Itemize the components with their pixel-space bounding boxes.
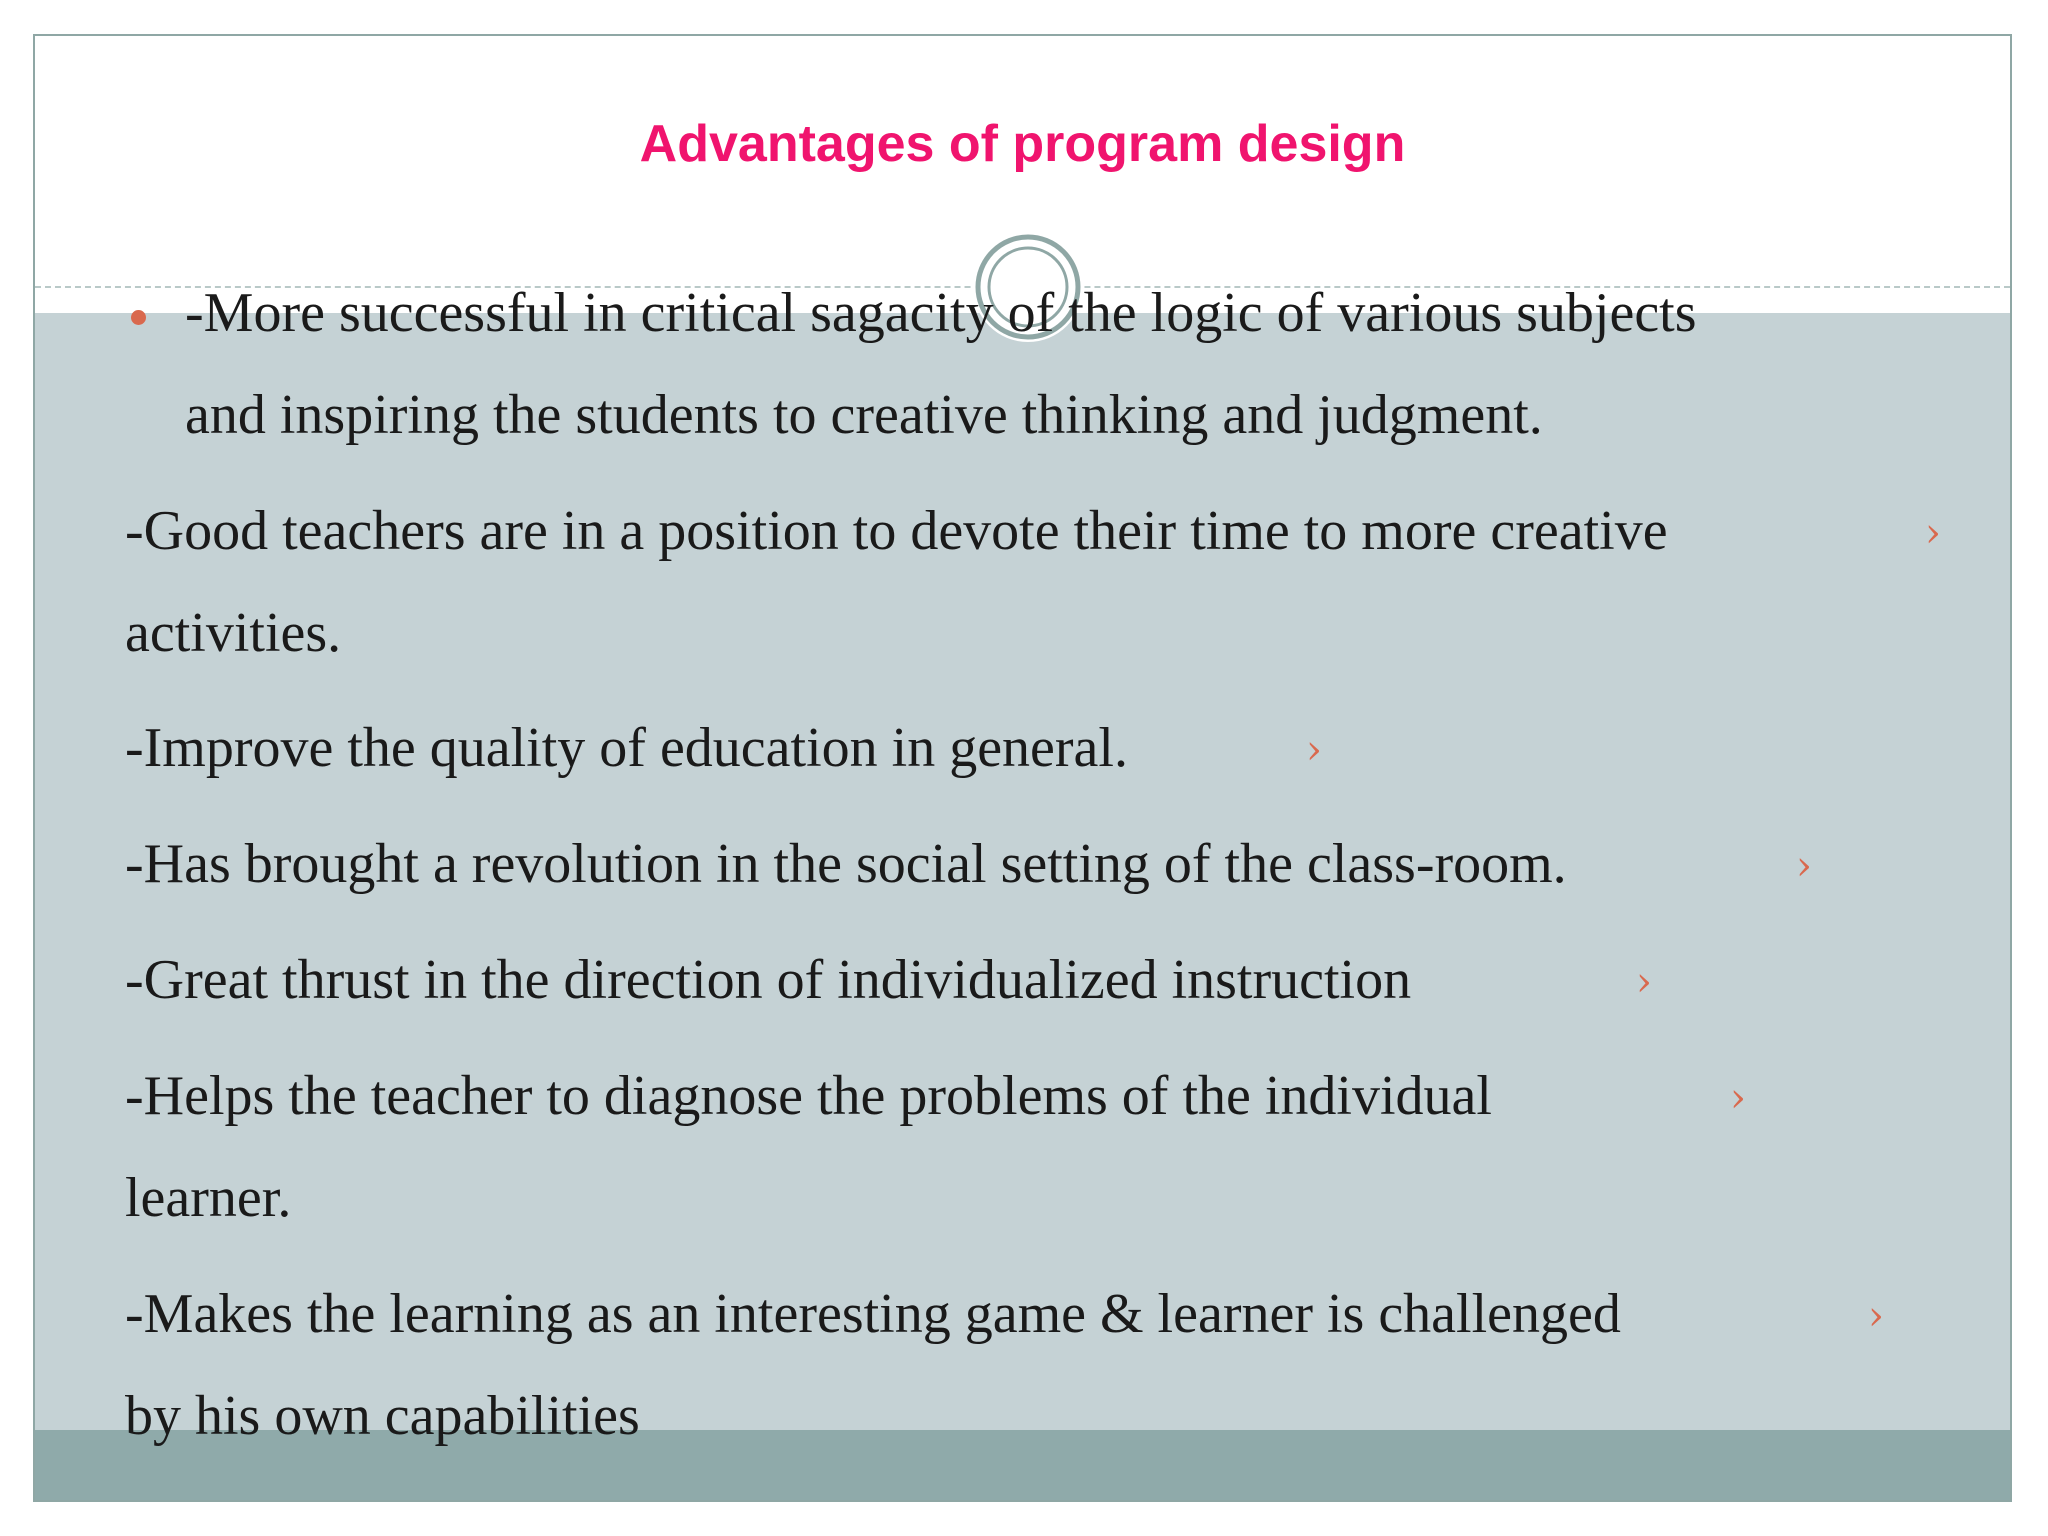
item-improve-quality: -Improve the quality of education in general. xyxy=(125,717,1128,779)
chevron-right-icon: › xyxy=(1868,1293,1884,1339)
item-good-teachers-line-2: activities. xyxy=(125,602,342,664)
bullet-line-2: and inspiring the students to creative thinking and judgment. xyxy=(185,384,1543,446)
slide xyxy=(33,34,2012,1502)
bullet-line-1: -More successful in critical sagacity of the logic of various subjects xyxy=(185,282,1697,344)
bullet-dot-icon xyxy=(131,310,146,325)
item-revolution: -Has brought a revolution in the social setting of the class-room. xyxy=(125,833,1567,895)
item-game-line-2: by his own capabilities xyxy=(125,1385,640,1447)
item-diagnose-line-1: -Helps the teacher to diagnose the problems of the individual xyxy=(125,1065,1492,1127)
chevron-right-icon: › xyxy=(1796,843,1812,889)
item-diagnose-line-2: learner. xyxy=(125,1167,292,1229)
item-great-thrust: -Great thrust in the direction of individualized instruction xyxy=(125,949,1412,1011)
chevron-right-icon: › xyxy=(1730,1075,1746,1121)
chevron-right-icon: › xyxy=(1306,727,1322,773)
chevron-right-icon: › xyxy=(1925,510,1941,556)
item-good-teachers-line-1: -Good teachers are in a position to devote their time to more creative xyxy=(125,500,1668,562)
chevron-right-icon: › xyxy=(1636,959,1652,1005)
item-game-line-1: -Makes the learning as an interesting game & learner is challenged xyxy=(125,1283,1621,1345)
slide-title: Advantages of program design xyxy=(639,115,1406,173)
